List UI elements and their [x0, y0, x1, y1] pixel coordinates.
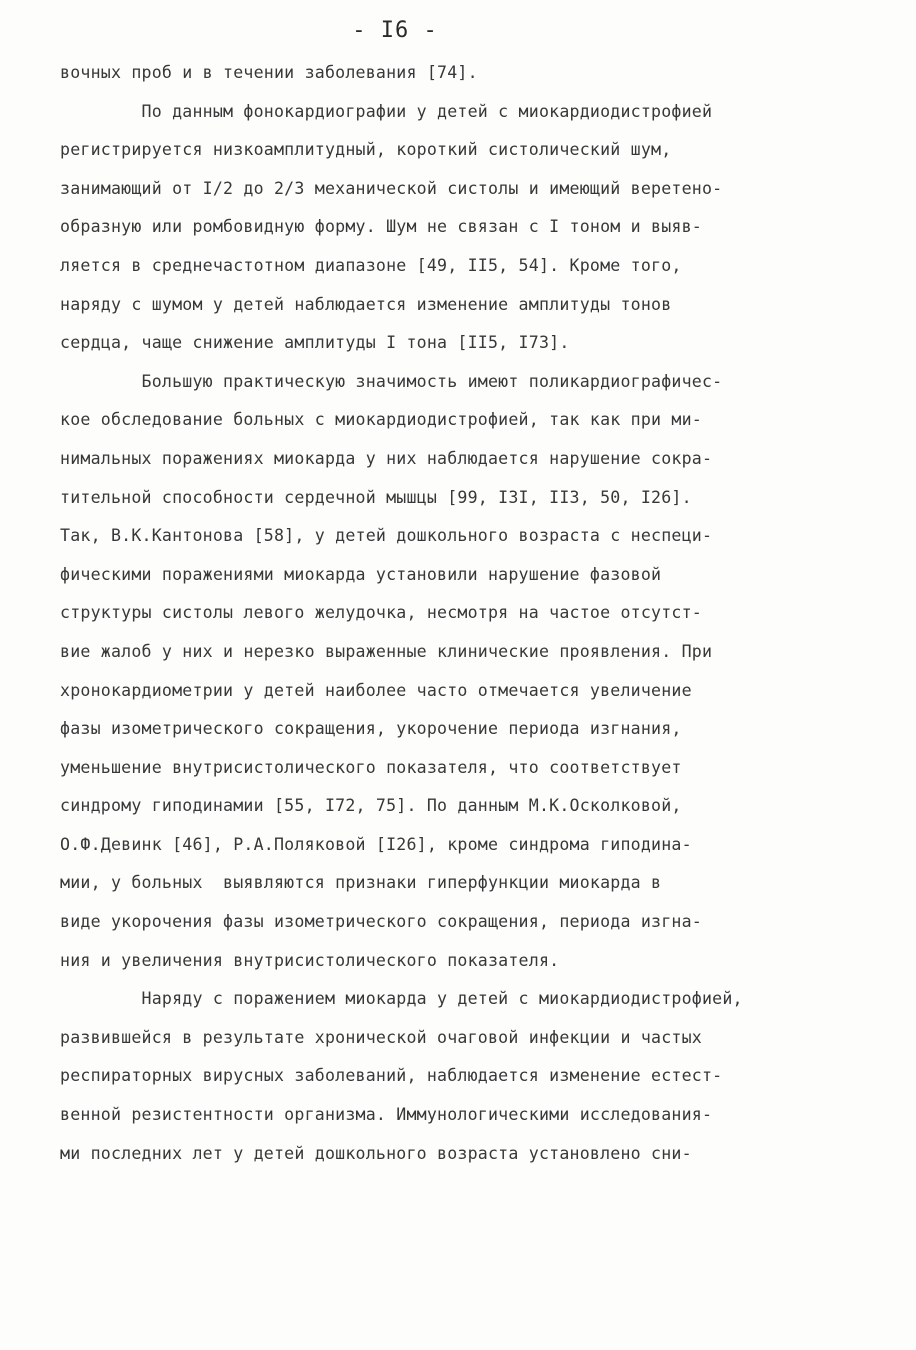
- text-line: сердца, чаще снижение амплитуды I тона [II5, I73].: [60, 333, 570, 353]
- text-line: мии, у больных выявляются признаки гиперфункции миокарда в: [60, 873, 662, 893]
- text-line: вие жалоб у них и нерезко выраженные клинические проявления. При: [60, 641, 713, 661]
- text-line: виде укорочения фазы изометрического сокращения, периода изгна-: [60, 912, 702, 932]
- text-line: занимающий от I/2 до 2/3 механической систолы и имеющий веретено-: [60, 178, 723, 198]
- text-line: вочных проб и в течении заболевания [74].: [60, 63, 478, 82]
- text-line: развившейся в результате хронической очаговой инфекции и частых: [60, 1027, 702, 1047]
- text-line: респираторных вирусных заболеваний, наблюдается изменение естест-: [60, 1066, 723, 1086]
- text-line: структуры систолы левого желудочка, несмотря на частое отсутст-: [60, 603, 702, 623]
- text-line: наряду с шумом у детей наблюдается изменение амплитуды тонов: [60, 294, 672, 314]
- text-line: ми последних лет у детей дошкольного возраста установлено сни-: [60, 1143, 692, 1163]
- text-line: тительной способности сердечной мышцы [99, I3I, II3, 50, I26].: [60, 487, 692, 507]
- text-line: По данным фонокардиографии у детей с миокардиодистрофией: [60, 101, 713, 121]
- text-line: Большую практическую значимость имеют поликардиографичес-: [60, 371, 723, 391]
- text-line: синдрому гиподинамии [55, I72, 75]. По данным М.К.Осколковой,: [60, 796, 682, 816]
- text-line: образную или ромбовидную форму. Шум не связан с I тоном и выяв-: [60, 217, 702, 237]
- text-line: уменьшение внутрисистолического показателя, что соответствует: [60, 757, 682, 777]
- text-line: Наряду с поражением миокарда у детей с миокардиодистрофией,: [60, 989, 743, 1009]
- text-line: ляется в среднечастотном диапазоне [49, II5, 54]. Кроме того,: [60, 255, 682, 275]
- text-line: ния и увеличения внутрисистолического показателя.: [60, 950, 560, 970]
- text-line: фазы изометрического сокращения, укорочение периода изгнания,: [60, 719, 682, 739]
- body-text: [60, 54, 860, 1173]
- text-line: О.Ф.Девинк [46], Р.А.Поляковой [I26], кроме синдрома гиподина-: [60, 834, 692, 854]
- text-line: хронокардиометрии у детей наиболее часто отмечается увеличение: [60, 680, 692, 700]
- text-line: фическими поражениями миокарда установили нарушение фазовой: [60, 564, 662, 584]
- text-line: венной резистентности организма. Иммунологическими исследования-: [60, 1105, 713, 1125]
- text-line: регистрируется низкоамплитудный, короткий систолический шум,: [60, 140, 672, 160]
- text-line: кое обследование больных с миокардиодистрофией, так как при ми-: [60, 410, 702, 430]
- page-number: - I6 -: [352, 18, 438, 43]
- text-line: Так, В.К.Кантонова [58], у детей дошкольного возраста с неспеци-: [60, 526, 713, 546]
- text-line: нимальных поражениях миокарда у них наблюдается нарушение сокра-: [60, 448, 713, 468]
